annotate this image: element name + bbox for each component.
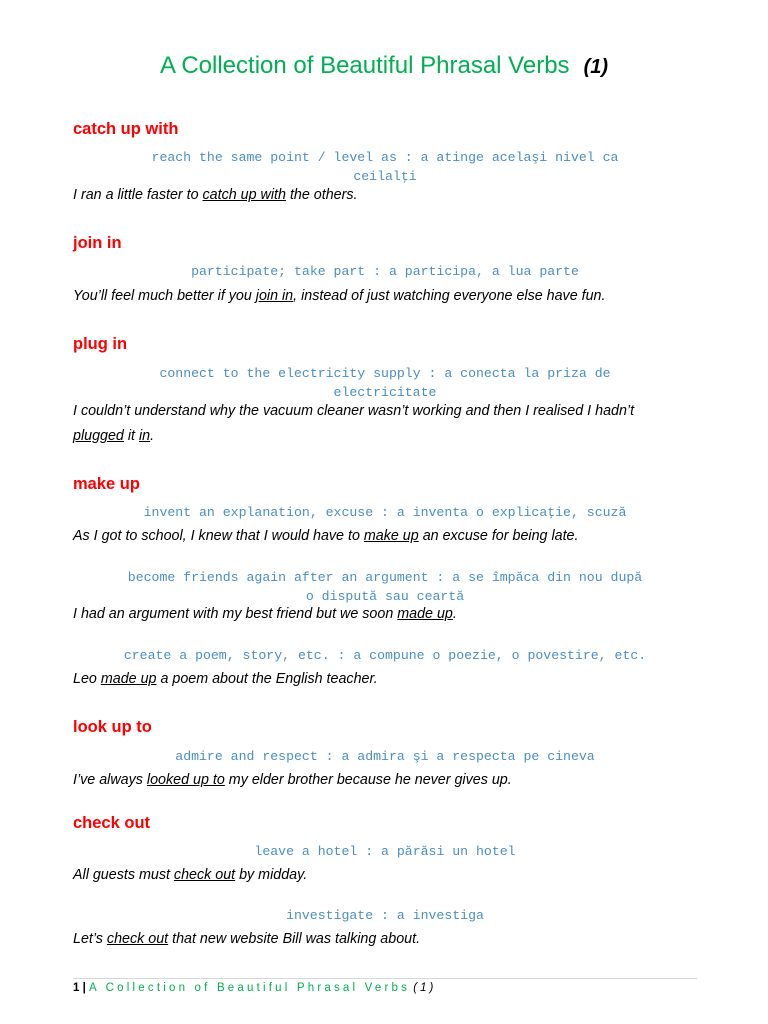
phrasal-verb-heading: look up to — [73, 718, 152, 736]
example-sentence: All guests must check out by midday. — [73, 867, 308, 883]
phrase-underline: make up — [363, 528, 419, 544]
phrasal-verb-heading: catch up with — [73, 120, 179, 138]
title-number: (1) — [583, 56, 609, 78]
phrase-underline: join in — [255, 288, 294, 304]
phrase-underline: made up — [397, 606, 453, 622]
definition: participate; take part : a participa, a lua parte — [191, 264, 579, 279]
footer-divider — [73, 978, 697, 979]
definition: become friends again after an argument : a se împăca din nou după o dispută sau ceartă — [127, 570, 643, 604]
definition: admire and respect : a admira şi a respecta pe cineva — [175, 749, 595, 764]
phrase-underline: catch up with — [202, 187, 286, 203]
example-sentence: You’ll feel much better if you join in, instead of just watching everyone else have fun. — [73, 288, 606, 304]
phrase-underline: made up — [100, 671, 157, 687]
example-sentence: I had an argument with my best friend but we soon made up. — [73, 606, 457, 622]
page-footer — [73, 982, 436, 994]
example-sentence: I couldn’t understand why the vacuum cleaner wasn’t working and then I realised I hadn’t — [73, 403, 635, 419]
definition: create a poem, story, etc. : a compune o poezie, o povestire, etc. — [123, 648, 647, 663]
title-text: A Collection of Beautiful Phrasal Verbs — [159, 52, 570, 79]
definition: leave a hotel : a părăsi un hotel — [254, 844, 516, 859]
footer-title: A Collection of Beautiful Phrasal Verbs — [89, 982, 411, 994]
phrase-underline: check out — [173, 867, 236, 883]
definition: connect to the electricity supply : a conecta la priza de electricitate — [159, 366, 611, 400]
definition: investigate : a investiga — [286, 908, 484, 923]
definition: invent an explanation, excuse : a inventa o explicaţie, scuză — [143, 505, 627, 520]
phrasal-verb-heading: join in — [73, 234, 122, 252]
phrasal-verb-heading: check out — [73, 814, 151, 832]
example-sentence: Leo made up a poem about the English teacher. — [73, 671, 378, 687]
phrase-underline: plugged — [73, 428, 124, 444]
page-number: 1 — [73, 982, 80, 994]
phrase-underline: looked up to — [146, 772, 225, 788]
phrasal-verb-heading: make up — [73, 475, 140, 493]
example-sentence: I ran a little faster to catch up with the others. — [73, 187, 358, 203]
phrasal-verb-heading: plug in — [73, 335, 128, 353]
example-sentence-continued: plugged it in. — [73, 428, 155, 444]
phrase-underline: in — [138, 428, 151, 444]
example-sentence: Let’s check out that new website Bill was talking about. — [73, 931, 421, 947]
example-sentence: As I got to school, I knew that I would have to make up an excuse for being late. — [73, 528, 579, 544]
footer-number: (1) — [413, 982, 437, 994]
footer-separator: | — [82, 982, 86, 994]
page-title — [0, 52, 768, 80]
phrase-underline: check out — [106, 931, 169, 947]
example-sentence: I’ve always looked up to my elder brother because he never gives up. — [73, 772, 512, 788]
definition: reach the same point / level as : a atinge acelaşi nivel ca ceilalţi — [151, 150, 619, 184]
